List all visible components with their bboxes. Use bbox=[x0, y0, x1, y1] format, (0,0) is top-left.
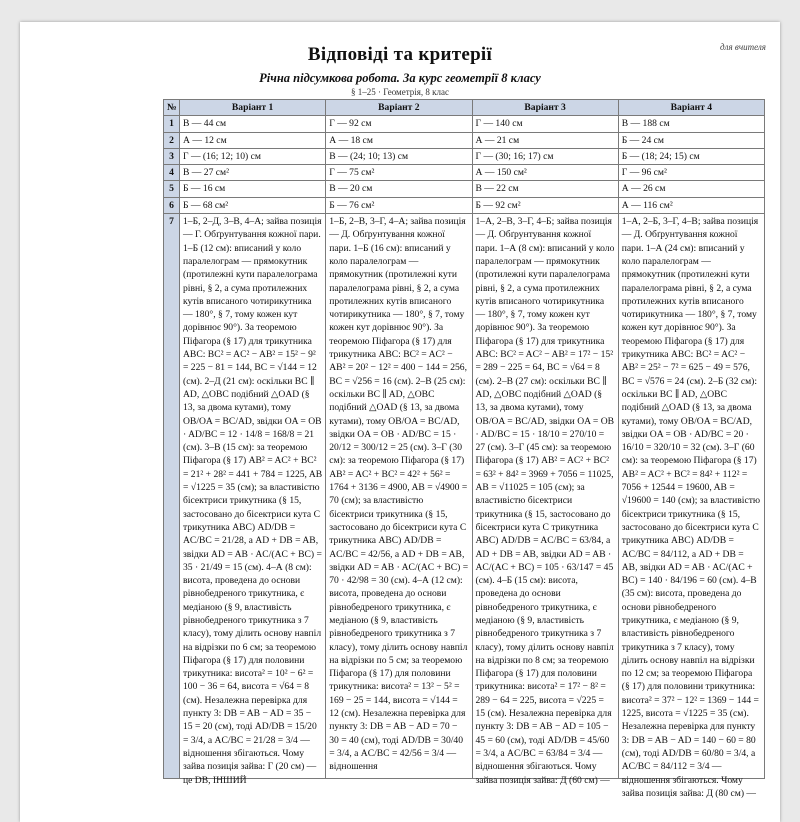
header-variant-4: Варіант 4 bbox=[618, 100, 764, 116]
row-number: 1 bbox=[164, 116, 180, 132]
header-variant-1: Варіант 1 bbox=[180, 100, 326, 116]
row-number: 2 bbox=[164, 132, 180, 148]
table-row bbox=[164, 165, 765, 181]
answer-cell: В — 188 см bbox=[618, 116, 764, 132]
answer-cell: А — 116 см² bbox=[618, 197, 764, 213]
row-number: 6 bbox=[164, 197, 180, 213]
header-number: № bbox=[164, 100, 180, 116]
answer-cell: В — 22 см bbox=[472, 181, 618, 197]
solution-text: 1–А, 2–Б, 3–Г, 4–В; зайва позиція — Д. Обґрунтування кожної пари. 1–А (24 см): вписаний у коло паралелограм — прямокутник (протилежні кути паралелограма рівні, § 2, а сума протилежних кутів вписаного чотирикутника — 180°, § 7, тому кожен кут дорівнює 90°). За теоремою Піфагора (§ 17) для трикутника ABC: BC² = AC² − AB² = 25² − 7² = 625 − 49 = 576, BC = √576 = 24 (см). 2–Б (32 см): оскільки BC ∥ AD, △OBC подібний △OAD (§ 13, за двома кутами), тому OB/OA = BC/AD, звідки OA = OB · AD/BC = 20 · 16/10 = 320/10 = 32 (см). 3–Г (60 см): за теоремою Піфагора (§ 17) AB² = AC² + BC² = 84² + 112² = 7056 + 12544 = 19600, AB = √19600 = 140 (см); за властивістю бісектриси трикутника (§ 15, застосовано до бісектриси кута C трикутника ABC) AD/DB = AC/BC = 84/112, а AD + DB = AB, звідки AD = AB · AC/(AC + BC) = 140 · 84/196 = 60 (см). 4–В (35 см): висота, проведена до основи рівнобедреного трикутника, є медіаною (§ 9, властивість рівнобедреного трикутника з 7 класу), тому ділить основу навпіл на відрізки по 12 см; за теоремою Піфагора (§ 17) для половини трикутника: висота² = 37² − 12² = 1369 − 144 = 1225, висота = √1225 = 35 (см). Незалежна перевірка для пункту 3: DB = AB − AD = 140 − 60 = 80 (см), тоді AD/DB = 60/80 = 3/4, а AC/BC = 84/112 = 3/4 — відношення збігаються. Чому зайва позиція зайва: Д (80 см) — bbox=[621, 216, 761, 799]
row-number: 5 bbox=[164, 181, 180, 197]
table-header-row bbox=[164, 100, 765, 116]
page-title: Відповіді та критерії bbox=[307, 44, 493, 65]
answer-cell: Б — 68 см² bbox=[180, 197, 326, 213]
table-row bbox=[164, 132, 765, 148]
answer-cell: Г — 75 см² bbox=[326, 165, 472, 181]
answer-cell: Б — 16 см bbox=[180, 181, 326, 197]
header-variant-2: Варіант 2 bbox=[326, 100, 472, 116]
answer-cell: В — 20 см bbox=[326, 181, 472, 197]
answer-cell: Б — 24 см bbox=[618, 132, 764, 148]
answers-table bbox=[163, 99, 765, 799]
answer-cell: Г — 96 см² bbox=[618, 165, 764, 181]
solution-text: 1–Б, 2–В, 3–Г, 4–А; зайва позиція — Д. Обґрунтування кожної пари. 1–Б (16 см): вписаний у коло паралелограм — прямокутник (протилежні кути паралелограма рівні, § 2, а сума протилежних кутів вписаного чотирикутника — 180°, § 7, тому кожен кут дорівнює 90°). За теоремою Піфагора (§ 17) для трикутника ABC: BC² = AC² − AB² = 20² − 12² = 400 − 144 = 256, BC = √256 = 16 (см). 2–В (25 см): оскільки BC ∥ AD, △OBC подібний △OAD (§ 13, за двома кутами), тому OB/OA = BC/AD, звідки OA = OB · AD/BC = 15 · 20/12 = 300/12 = 25 (см). 3–Г (30 см): за теоремою Піфагора (§ 17) AB² = AC² + BC² = 42² + 56² = 1764 + 3136 = 4900, AB = √4900 = 70 (см); за властивістю бісектриси трикутника (§ 15, застосовано до бісектриси кута C трикутника ABC) AD/DB = AC/BC = 42/56, а AD + DB = AB, звідки AD = AB · AC/(AC + BC) = 70 · 42/98 = 30 (см). 4–А (12 см): висота, проведена до основи рівнобедреного трикутника, є медіаною (§ 9, властивість рівнобедреного трикутника з 7 класу), тому ділить основу навпіл на відрізки по 5 см; за теоремою Піфагора (§ 17) для половини трикутника: висота² = 13² − 5² = 169 − 25 = 144, висота = √144 = 12 (см). Незалежна перевірка для пункту 3: DB = AB − AD = 70 − 30 = 40 (см), тоді AD/DB = 30/40 = 3/4, а AC/BC = 42/56 = 3/4 — відношення bbox=[329, 216, 469, 773]
answer-cell: В — 27 см² bbox=[180, 165, 326, 181]
row-number: 7 bbox=[164, 214, 180, 779]
answer-cell: В — (24; 10; 13) см bbox=[326, 148, 472, 164]
table-row bbox=[164, 197, 765, 213]
answer-cell: Г — (16; 12; 10) см bbox=[180, 148, 326, 164]
solution-text: 1–А, 2–В, 3–Г, 4–Б; зайва позиція — Д. Обґрунтування кожної пари. 1–А (8 см): вписаний у коло паралелограм — прямокутник (протилежні кути паралелограма рівні, § 2, а сума протилежних кутів вписаного чотирикутника — 180°, § 7, тому кожен кут дорівнює 90°). За теоремою Піфагора (§ 17) для трикутника ABC: BC² = AC² − AB² = 17² − 15² = 289 − 225 = 64, BC = √64 = 8 (см). 2–В (27 см): оскільки BC ∥ AD, △OBC подібний △OAD (§ 13, за двома кутами), тому OB/OA = BC/AD, звідки OA = OB · AD/BC = 15 · 18/10 = 270/10 = 27 (см). 3–Г (45 см): за теоремою Піфагора (§ 17) AB² = AC² + BC² = 63² + 84² = 3969 + 7056 = 11025, AB = √11025 = 105 (см); за властивістю бісектриси трикутника (§ 15, застосовано до бісектриси кута C трикутника ABC) AD/DB = AC/BC = 63/84, а AD + DB = AB, звідки AD = AB · AC/(AC + BC) = 105 · 63/147 = 45 (см). 4–Б (15 см): висота, проведена до основи рівнобедреного трикутника, є медіаною (§ 9, властивість рівнобедреного трикутника з 7 класу), тому ділить основу навпіл на відрізки по 8 см; за теоремою Піфагора (§ 17) для половини трикутника: висота² = 17² − 8² = 289 − 64 = 225, висота = √225 = 15 (см). Незалежна перевірка для пункту 3: DB = AB − AD = 105 − 45 = 60 (см), тоді AD/DB = 45/60 = 3/4, а AC/BC = 63/84 = 3/4 — відношення збігаються. Чому зайва позиція зайва: Д (60 см) — bbox=[475, 216, 615, 786]
table-row bbox=[164, 181, 765, 197]
row-number: 3 bbox=[164, 148, 180, 164]
solution-cell bbox=[618, 214, 764, 799]
answer-cell: А — 26 см bbox=[618, 181, 764, 197]
section-line: § 1–25 · Геометрія, 8 клас bbox=[350, 87, 450, 97]
answer-cell: А — 18 см bbox=[326, 132, 472, 148]
solution-text: 1–Б, 2–Д, 3–В, 4–А; зайва позиція — Г. Обґрунтування кожної пари. 1–Б (12 см): вписаний у коло паралелограм — прямокутник (протилежні кути паралелограма рівні, § 2, а сума протилежних кутів вписаного чотирикутника — 180°, § 7, тому кожен кут дорівнює 90°). За теоремою Піфагора (§ 17) для трикутника ABC: BC² = AC² − AB² = 15² − 9² = 225 − 81 = 144, BC = √144 = 12 (см). 2–Д (21 см): оскільки BC ∥ AD, △OBC подібний △OAD (§ 13, за двома кутами), тому OB/OA = BC/AD, звідки OA = OB · AD/BC = 12 · 14/8 = 168/8 = 21 (см). 3–В (15 см): за теоремою Піфагора (§ 17) AB² = AC² + BC² = 21² + 28² = 441 + 784 = 1225, AB = √1225 = 35 (см); за властивістю бісектриси трикутника (§ 15, застосовано до бісектриси кута C трикутника ABC) AD/DB = AC/BC = 21/28, а AD + DB = AB, звідки AD = AB · AC/(AC + BC) = 35 · 21/49 = 15 (см). 4–А (8 см): висота, проведена до основи рівнобедреного трикутника, є медіаною (§ 9, властивість рівнобедреного трикутника з 7 класу), тому ділить основу навпіл на відрізки по 6 см; за теоремою Піфагора (§ 17) для половини трикутника: висота² = 10² − 6² = 100 − 36 = 64, висота = √64 = 8 (см). Незалежна перевірка для пункту 3: DB = AB − AD = 35 − 15 = 20 (см), тоді AD/DB = 15/20 = 3/4, а AC/BC = 21/28 = 3/4 — відношення збігаються. Чому зайва позиція зайва: Г (20 см) — це DB, ІНШИЙ bbox=[183, 216, 323, 786]
answer-cell: Г — (30; 16; 17) см bbox=[472, 148, 618, 164]
answer-cell: Б — 92 см² bbox=[472, 197, 618, 213]
answer-cell: А — 150 см² bbox=[472, 165, 618, 181]
row-number: 4 bbox=[164, 165, 180, 181]
solution-cell bbox=[326, 214, 472, 779]
answer-cell: Б — (18; 24; 15) см bbox=[618, 148, 764, 164]
table-row bbox=[164, 148, 765, 164]
table-row-task-7 bbox=[164, 214, 765, 779]
solution-cell bbox=[180, 214, 326, 786]
page-subtitle: Річна підсумкова робота. За курс геометрії 8 класу bbox=[259, 71, 541, 85]
table-row bbox=[164, 116, 765, 132]
answer-cell: А — 12 см bbox=[180, 132, 326, 148]
answer-cell: Г — 140 см bbox=[472, 116, 618, 132]
answer-sheet bbox=[20, 22, 780, 822]
answer-cell: Б — 76 см² bbox=[326, 197, 472, 213]
answer-cell: Г — 92 см bbox=[326, 116, 472, 132]
answer-cell: А — 21 см bbox=[472, 132, 618, 148]
answer-cell: В — 44 см bbox=[180, 116, 326, 132]
solution-cell bbox=[472, 214, 618, 786]
corner-label: для вчителя bbox=[720, 42, 766, 52]
header-variant-3: Варіант 3 bbox=[472, 100, 618, 116]
